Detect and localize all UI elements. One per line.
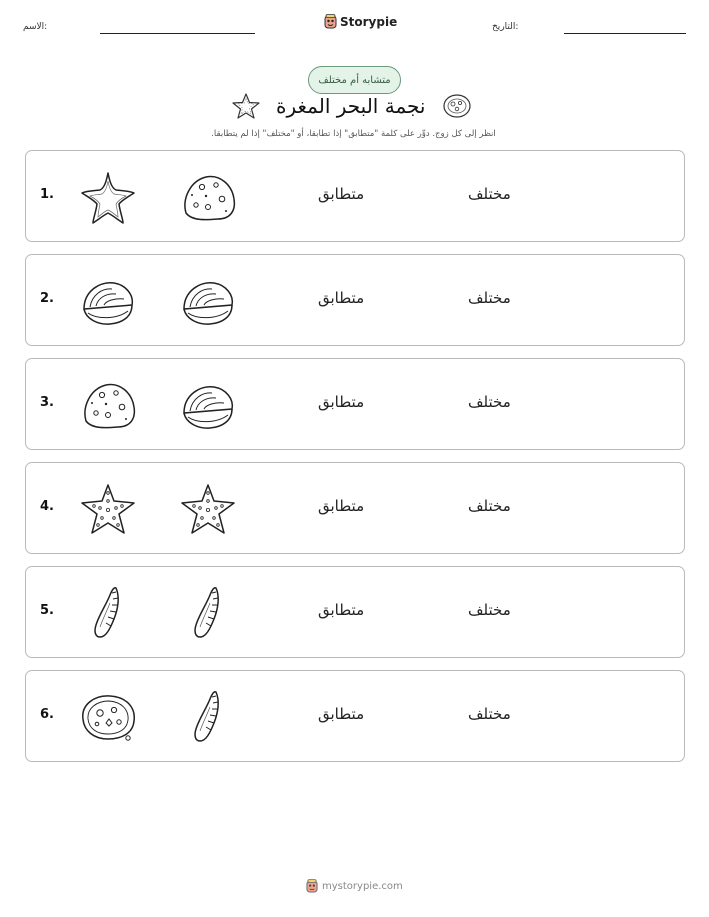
question-number: 4. xyxy=(40,499,54,514)
pizza-coral-icon xyxy=(78,689,138,745)
pizza-coral-icon xyxy=(442,93,472,119)
clam-shell-icon xyxy=(178,377,238,433)
instructions: انظر إلى كل زوج. دوِّر على كلمة "متطابق" إذا تطابقا، أو "مختلف" إذا لم يتطابقا. xyxy=(211,129,496,139)
question-row xyxy=(25,150,685,242)
different-option[interactable]: مختلف xyxy=(468,705,511,723)
same-option[interactable]: متطابق xyxy=(318,601,365,619)
sea-cucumber-icon xyxy=(178,585,238,641)
question-row xyxy=(25,358,685,450)
worksheet-type-badge: متشابه أم مختلف xyxy=(308,66,401,94)
storypie-mascot-icon xyxy=(306,879,318,894)
different-option[interactable]: مختلف xyxy=(468,393,511,411)
title-row xyxy=(230,92,480,122)
same-option[interactable]: متطابق xyxy=(318,185,365,203)
spotted-starfish-icon xyxy=(78,481,138,537)
starfish-icon xyxy=(230,92,262,120)
same-option[interactable]: متطابق xyxy=(318,497,365,515)
footer-url[interactable]: mystorypie.com xyxy=(322,881,403,892)
same-option[interactable]: متطابق xyxy=(318,705,365,723)
question-row xyxy=(25,670,685,762)
name-write-line[interactable] xyxy=(100,33,255,34)
question-number: 5. xyxy=(40,603,54,618)
sand-dollar-icon xyxy=(78,377,138,433)
question-number: 2. xyxy=(40,291,54,306)
date-write-line[interactable] xyxy=(564,33,686,34)
sea-cucumber-icon xyxy=(178,689,238,745)
question-number: 1. xyxy=(40,187,54,202)
brand-logo xyxy=(324,14,397,30)
different-option[interactable]: مختلف xyxy=(468,185,511,203)
sea-cucumber-icon xyxy=(78,585,138,641)
same-option[interactable]: متطابق xyxy=(318,289,365,307)
different-option[interactable]: مختلف xyxy=(468,289,511,307)
question-row xyxy=(25,462,685,554)
clam-shell-icon xyxy=(178,273,238,329)
date-label: التاريخ: xyxy=(492,22,519,32)
same-option[interactable]: متطابق xyxy=(318,393,365,411)
question-row xyxy=(25,254,685,346)
sand-dollar-icon xyxy=(178,169,238,225)
question-number: 6. xyxy=(40,707,54,722)
page-title: نجمة البحر المغرة xyxy=(276,94,426,118)
storypie-mascot-icon xyxy=(324,14,337,30)
different-option[interactable]: مختلف xyxy=(468,601,511,619)
starfish-outline-icon xyxy=(78,169,138,225)
brand-name: Storypie xyxy=(340,15,398,29)
question-number: 3. xyxy=(40,395,54,410)
footer xyxy=(306,879,403,894)
clam-shell-icon xyxy=(78,273,138,329)
spotted-starfish-icon xyxy=(178,481,238,537)
name-label: الاسم: xyxy=(23,22,48,32)
different-option[interactable]: مختلف xyxy=(468,497,511,515)
question-row xyxy=(25,566,685,658)
